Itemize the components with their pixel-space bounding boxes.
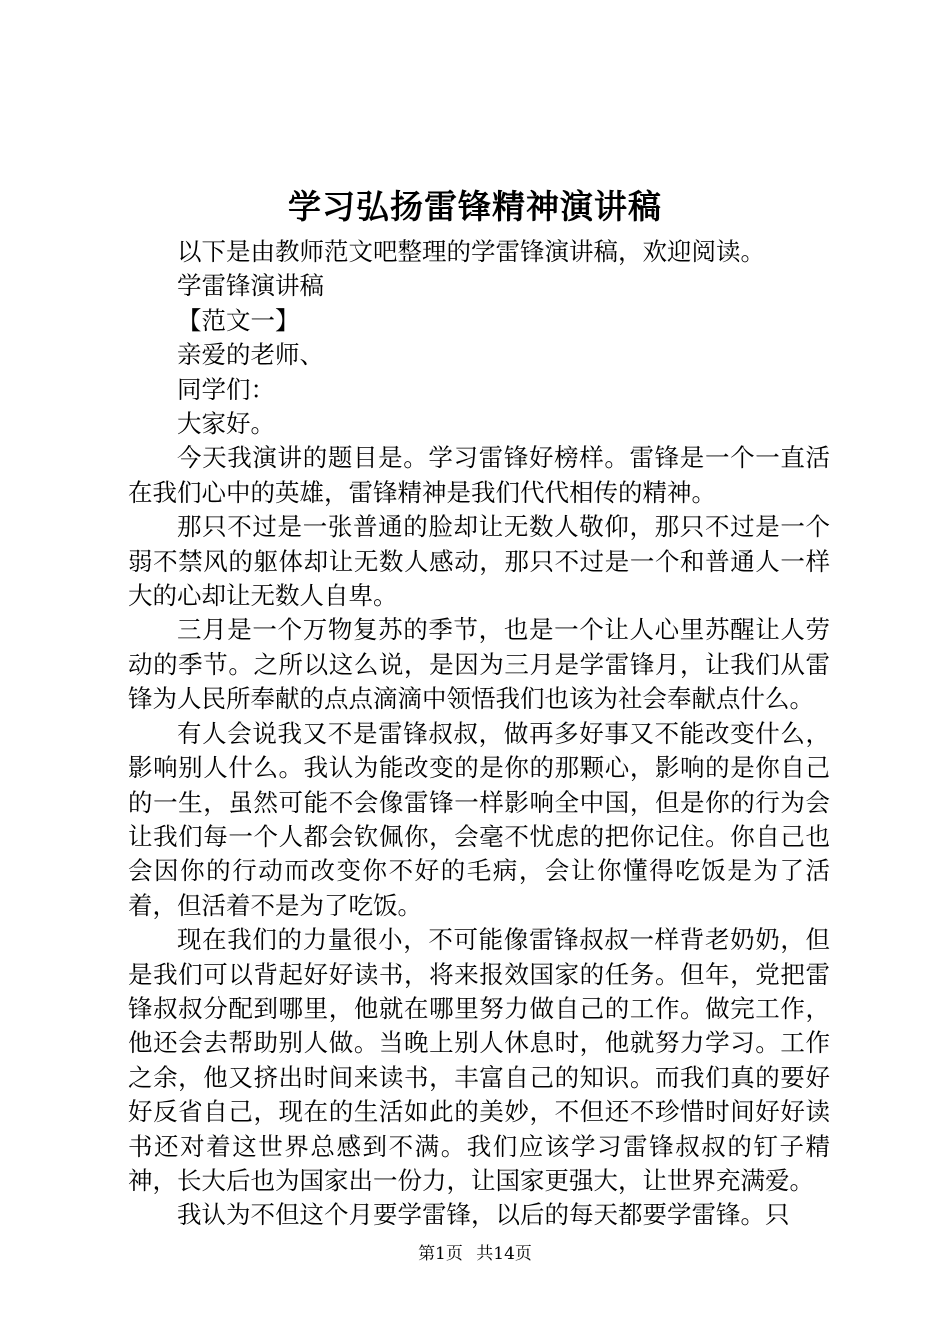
paragraph-section-label: 【范文一】 [177, 305, 300, 335]
paragraph-intro: 以下是由教师范文吧整理的学雷锋演讲稿，欢迎阅读。 [177, 237, 765, 266]
paragraph-ordinary-face: 那只不过是一张普通的脸却让无数人敬仰，那只不过是一个弱不禁风的躯体却让无数人感动，那只不过是一个和普通人一样大的心却让无数人自卑。 [128, 512, 830, 611]
paragraph-salutation-students: 同学们： [177, 374, 275, 404]
page-number: 第1页 [418, 1244, 463, 1264]
document-title: 学习弘扬雷锋精神演讲稿 [288, 187, 662, 226]
paragraph-change: 有人会说我又不是雷锋叔叔，做再多好事又不能改变什么，影响别人什么。我认为能改变的是你的那颗心，影响的是你自己的一生，虽然可能不会像雷锋一样影响全中国，但是你的行为会让我们每一个人都会钦佩你，会毫不忧虑的把你记住。你自己也会因你的行动而改变你不好的毛病，会让你懂得吃饭是为了活着，但活着不是为了吃饭。 [128, 718, 830, 920]
paragraph-salutation-teachers: 亲爱的老师、 [177, 340, 324, 370]
document-body [128, 235, 830, 1233]
paragraph-subtitle: 学雷锋演讲稿 [177, 271, 324, 301]
paragraph-march: 三月是一个万物复苏的季节，也是一个让人心里苏醒让人劳动的季节。之所以这么说，是因为三月是学雷锋月，让我们从雷锋为人民所奉献的点点滴滴中领悟我们也该为社会奉献点什么。 [128, 615, 830, 714]
paragraph-topic: 今天我演讲的题目是。学习雷锋好榜样。雷锋是一个一直活在我们心中的英雄，雷锋精神是我们代代相传的精神。 [128, 443, 830, 507]
paragraph-every-day: 我认为不但这个月要学雷锋，以后的每天都要学雷锋。只 [177, 1200, 790, 1230]
page-footer [0, 1243, 950, 1265]
paragraph-greeting: 大家好。 [177, 409, 275, 439]
paragraph-our-strength: 现在我们的力量很小，不可能像雷锋叔叔一样背老奶奶，但是我们可以背起好好读书，将来报效国家的任务。但年，党把雷锋叔叔分配到哪里，他就在哪里努力做自己的工作。做完工作，他还会去帮助别人做。当晚上别人休息时，他就努力学习。工作之余，他又挤出时间来读书，丰富自己的知识。而我们真的要好好反省自己，现在的生活如此的美妙，不但还不珍惜时间好好读书还对着这世界总感到不满。我们应该学习雷锋叔叔的钉子精神，长大后也为国家出一份力，让国家更强大，让世界充满爱。 [128, 925, 830, 1195]
page-total: 共14页 [476, 1244, 532, 1264]
